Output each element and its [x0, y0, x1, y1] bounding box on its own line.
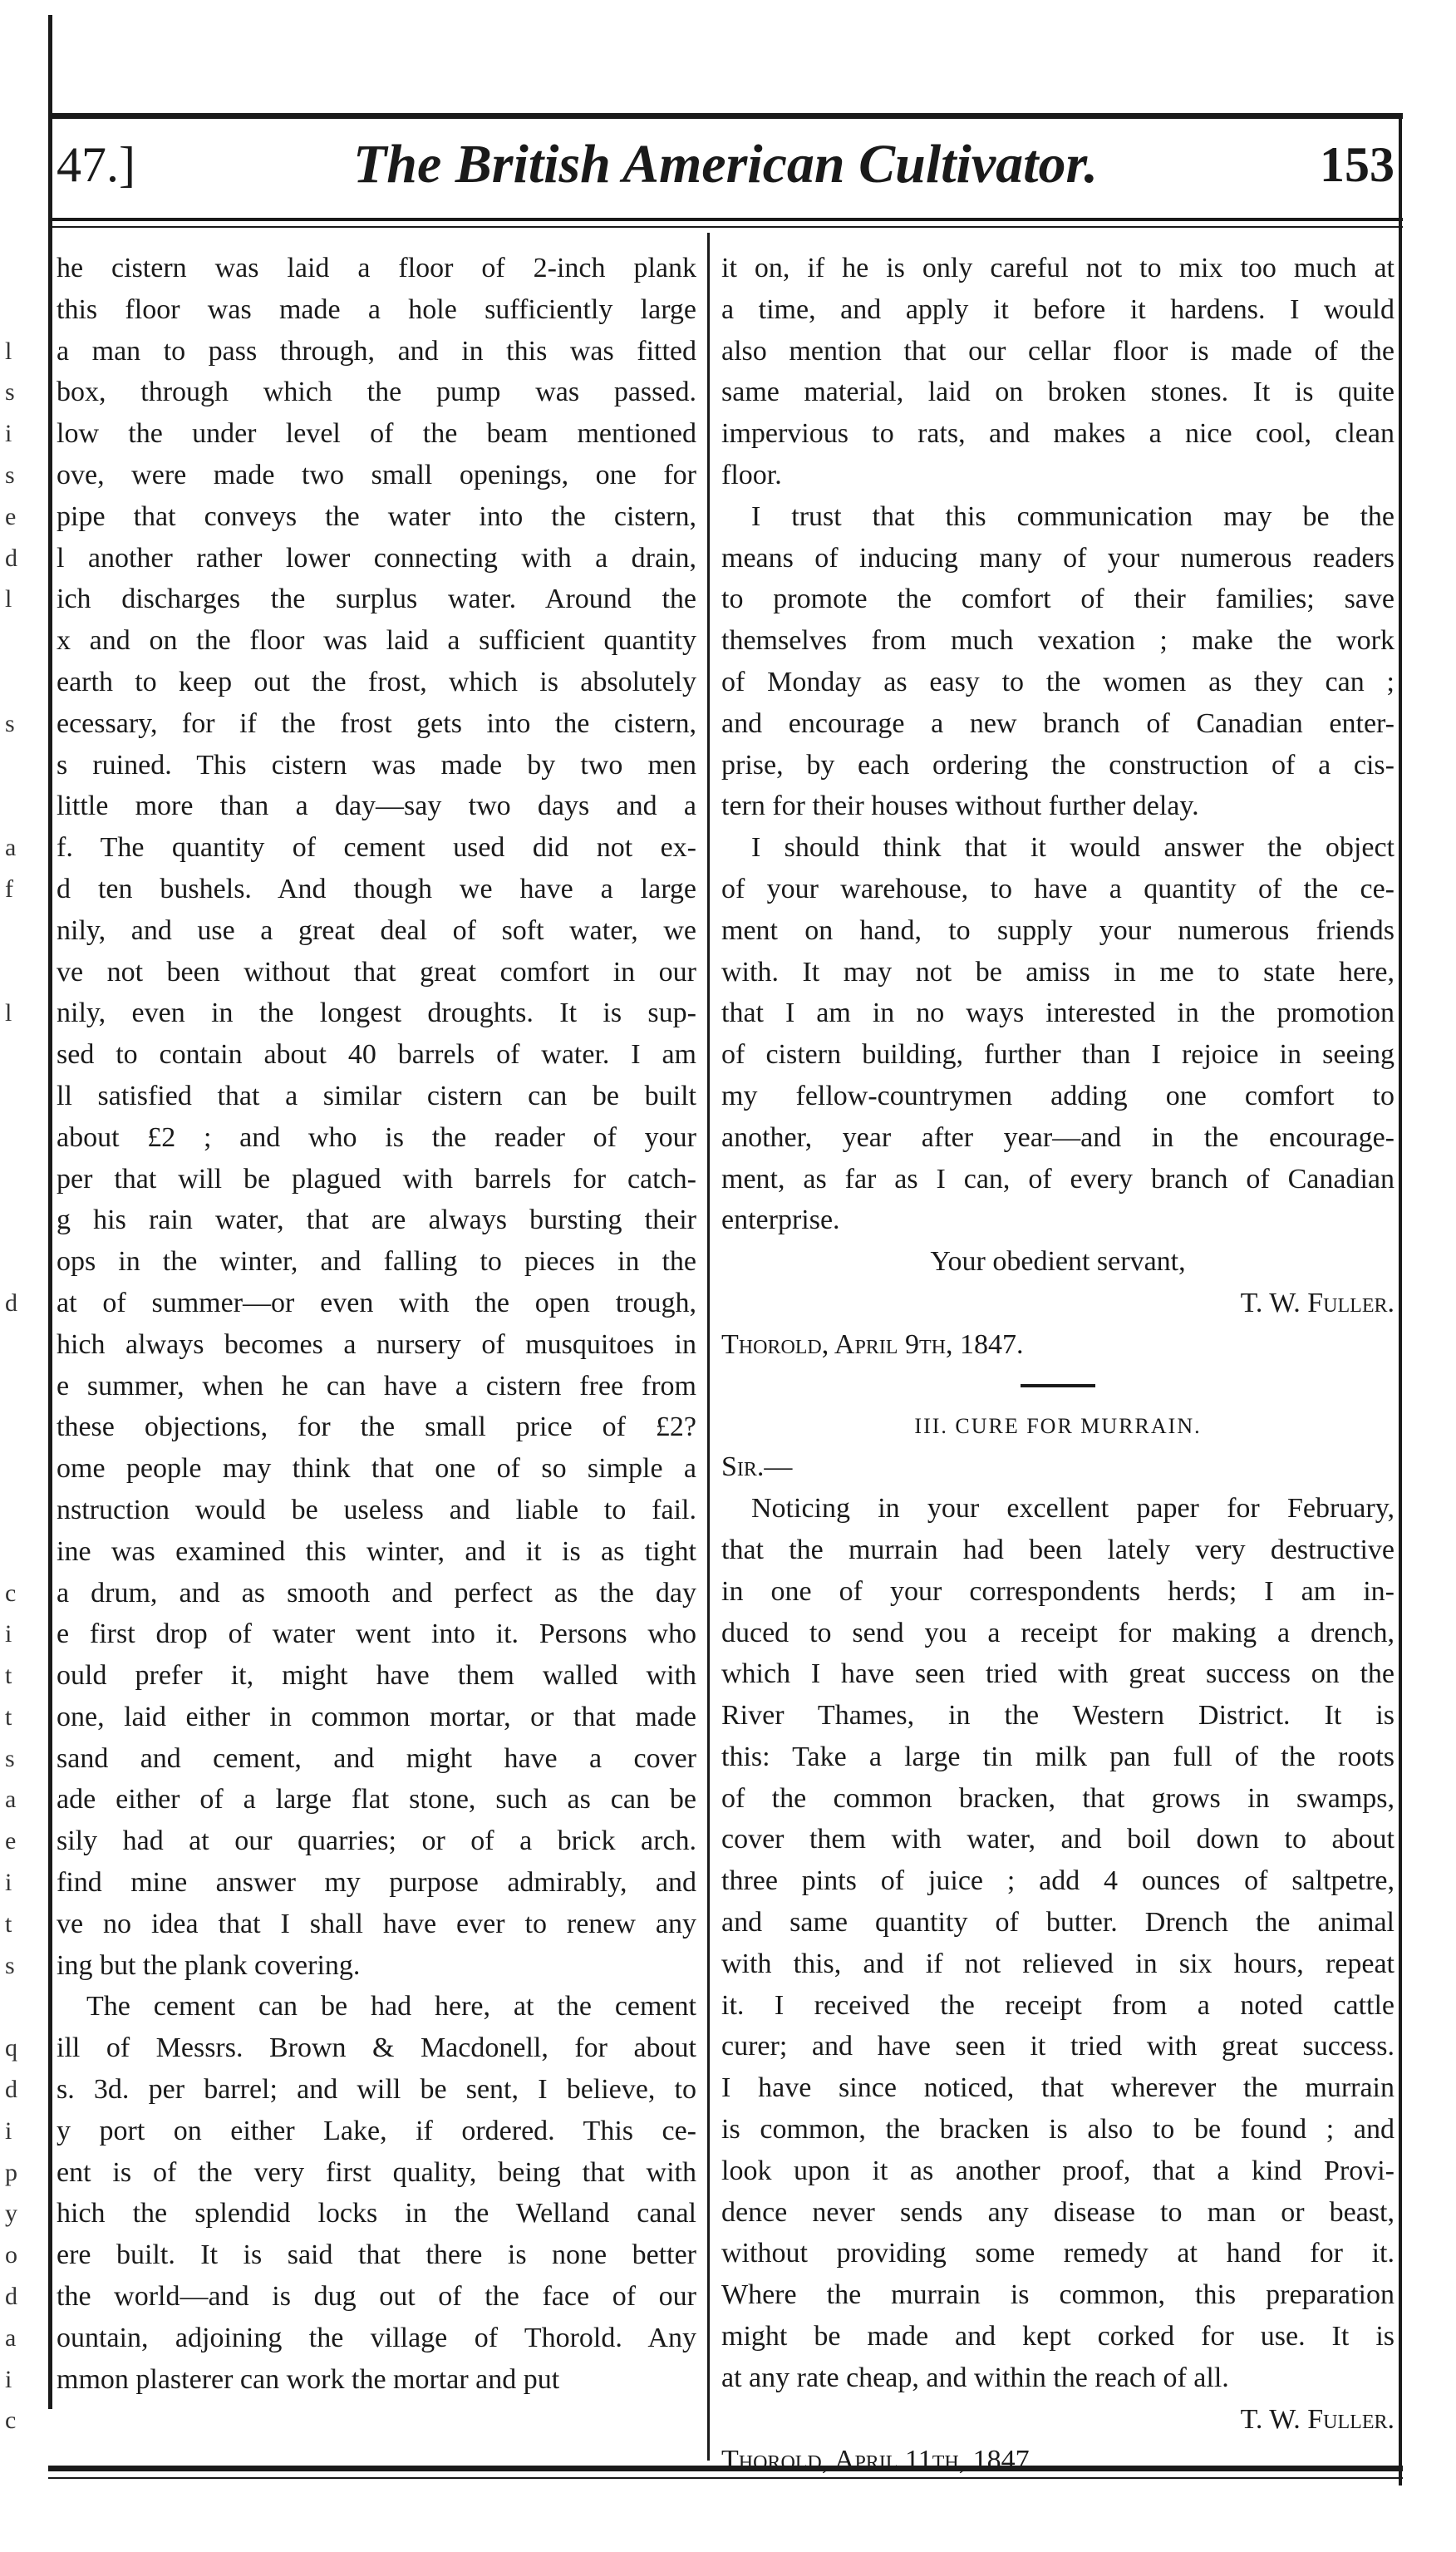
- margin-fragment: [5, 1366, 38, 1407]
- text-line: my fellow-countrymen adding one comfort to: [721, 1080, 1395, 1111]
- text-line: of the common bracken, that grows in swamps,: [721, 1782, 1395, 1814]
- text-line: ome people may think that one of so simple a: [57, 1453, 696, 1485]
- text-line: nily, even in the longest droughts. It is sup-: [57, 998, 696, 1029]
- margin-fragment: e: [5, 1827, 17, 1855]
- margin-fragment: [5, 248, 38, 289]
- text-line: d ten bushels. And though we have a large: [57, 873, 696, 904]
- left-column: [57, 248, 696, 2400]
- column-divider-rule: [707, 233, 710, 2461]
- text-line: of cistern building, further than I rejoice in seeing: [721, 1039, 1395, 1071]
- text-line: of your warehouse, to have a quantity of the ce-: [721, 873, 1395, 904]
- text-line: f. The quantity of cement used did not ex-: [57, 832, 696, 864]
- margin-fragment: s: [5, 378, 15, 406]
- text-line: ich discharges the surplus water. Around the: [57, 584, 696, 615]
- margin-fragments: [5, 248, 38, 2441]
- text-line: I have since noticed, that wherever the murrain: [721, 2072, 1395, 2104]
- signoff-place-date: Thorold, April 9th, 1847.: [721, 1328, 1024, 1360]
- text-line: the world—and is dug out of the face of our: [57, 2281, 696, 2313]
- text-line: I trust that this communication may be the: [751, 500, 1395, 532]
- text-line: sand and cement, and might have a cover: [57, 1742, 696, 1774]
- text-line: that the murrain had been lately very destructive: [721, 1534, 1395, 1565]
- text-line: per that will be plagued with barrels for catch-: [57, 1163, 696, 1195]
- margin-fragment: t: [5, 1662, 12, 1690]
- signoff-name: T. W. Fuller.: [1240, 1287, 1395, 1318]
- text-line: hich the splendid locks in the Welland canal: [57, 2198, 696, 2229]
- text-line: ountain, adjoining the village of Thorold. Any: [57, 2322, 696, 2353]
- text-line: ops in the winter, and falling to pieces in the: [57, 1246, 696, 1278]
- text-line: themselves from much vexation ; make the work: [721, 625, 1395, 657]
- header-bottom-rule-thin: [48, 226, 1403, 228]
- margin-fragment: i: [5, 1869, 12, 1897]
- signoff-closing: Your obedient servant,: [930, 1246, 1186, 1278]
- margin-fragment: [5, 662, 38, 703]
- text-line: prise, by each ordering the construction of a cis-: [721, 749, 1395, 781]
- margin-fragment: l: [5, 585, 12, 613]
- margin-fragment: s: [5, 709, 15, 737]
- text-line: hich always becomes a nursery of musquitoes in: [57, 1328, 696, 1360]
- page-number-right: 153: [1320, 137, 1395, 192]
- text-line: Where the murrain is common, this preparation: [721, 2279, 1395, 2311]
- section-title: III. CURE FOR MURRAIN.: [914, 1413, 1202, 1438]
- margin-fragment: d: [5, 2283, 17, 2311]
- letter-body-continued: [721, 248, 1395, 1241]
- text-line: ment on hand, to supply your numerous friends: [721, 914, 1395, 946]
- margin-fragment: [5, 1407, 38, 1448]
- text-line: I should think that it would answer the object: [751, 832, 1395, 864]
- text-line: a time, and apply it before it hardens. I would: [721, 293, 1395, 325]
- text-line: a man to pass through, and in this was fitted: [57, 335, 696, 367]
- text-line: about £2 ; and who is the reader of your: [57, 1121, 696, 1153]
- text-line: sed to contain about 40 barrels of water. I am: [57, 1039, 696, 1071]
- margin-fragment: t: [5, 1702, 12, 1731]
- text-line: ve not been without that great comfort in our: [57, 956, 696, 988]
- text-line: it on, if he is only careful not to mix too much at: [721, 253, 1395, 283]
- text-line: little more than a day—say two days and a: [57, 791, 696, 822]
- text-line: low the under level of the beam mentioned: [57, 418, 696, 450]
- margin-fragment: e: [5, 502, 17, 530]
- text-line: with. It may not be amiss in me to state here,: [721, 956, 1395, 988]
- text-line: ould prefer it, might have them walled with: [57, 1660, 696, 1692]
- margin-fragment: [5, 1076, 38, 1117]
- margin-fragment: [5, 1986, 38, 2027]
- text-line: these objections, for the small price of £2?: [57, 1411, 696, 1443]
- text-line: a drum, and as smooth and perfect as the day: [57, 1577, 696, 1609]
- text-line: same material, laid on broken stones. It is quite: [721, 377, 1395, 408]
- margin-fragment: a: [5, 834, 17, 862]
- text-line: ment, as far as I can, of every branch of Canadian: [721, 1163, 1395, 1195]
- text-line: one, laid either in common mortar, or that made: [57, 1701, 696, 1732]
- text-line: x and on the floor was laid a sufficient quantity: [57, 625, 696, 657]
- text-line: y port on either Lake, if ordered. This ce-: [57, 2115, 696, 2146]
- text-line: without providing some remedy at hand for it.: [721, 2238, 1395, 2269]
- running-header: [57, 125, 1395, 216]
- margin-fragment: q: [5, 2034, 17, 2062]
- margin-fragment: c: [5, 2407, 17, 2435]
- margin-fragment: [5, 1531, 38, 1573]
- text-line: ill of Messrs. Brown & Macdonell, for about: [57, 2032, 696, 2064]
- text-line: impervious to rats, and makes a nice cool, clean: [721, 418, 1395, 450]
- right-column: [721, 248, 1395, 2481]
- text-line: cover them with water, and boil down to about: [721, 1824, 1395, 1855]
- section-divider: [1021, 1384, 1095, 1387]
- text-line: at of summer—or even with the open trough,: [57, 1287, 696, 1318]
- text-line: earth to keep out the frost, which is absolutely: [57, 666, 696, 697]
- margin-fragment: p: [5, 2158, 17, 2186]
- text-line: e first drop of water went into it. Persons who: [57, 1618, 696, 1650]
- margin-fragment: [5, 1200, 38, 1241]
- margin-fragment: l: [5, 999, 12, 1027]
- text-line: box, through which the pump was passed.: [57, 377, 696, 408]
- margin-fragment: o: [5, 2241, 17, 2269]
- page-title: The British American Cultivator.: [352, 134, 1099, 195]
- text-line: Noticing in your excellent paper for February,: [751, 1493, 1395, 1525]
- margin-fragment: i: [5, 420, 12, 448]
- text-line: and same quantity of butter. Drench the animal: [721, 1907, 1395, 1939]
- text-line: nily, and use a great deal of soft water, we: [57, 914, 696, 946]
- text-line: g his rain water, that are always bursting their: [57, 1205, 696, 1236]
- murrain-letter-body: [721, 1488, 1395, 2399]
- margin-fragment: s: [5, 461, 15, 489]
- text-line: three pints of juice ; add 4 ounces of saltpetre,: [721, 1865, 1395, 1897]
- text-line: duced to send you a receipt for making a drench,: [721, 1617, 1395, 1648]
- text-line: this floor was made a hole sufficiently large: [57, 293, 696, 325]
- text-line: might be made and kept corked for use. It is: [721, 2321, 1395, 2352]
- margin-fragment: l: [5, 337, 12, 365]
- margin-fragment: s: [5, 1744, 15, 1772]
- margin-fragment: t: [5, 1909, 12, 1938]
- page-number-left: 47.]: [57, 137, 135, 192]
- margin-fragment: a: [5, 2323, 17, 2352]
- text-line: and encourage a new branch of Canadian enter-: [721, 707, 1395, 739]
- margin-fragment: [5, 1159, 38, 1200]
- margin-fragment: [5, 910, 38, 952]
- text-line: enterprise.: [721, 1205, 840, 1236]
- text-line: River Thames, in the Western District. It is: [721, 1700, 1395, 1732]
- margin-fragment: d: [5, 544, 17, 572]
- text-line: find mine answer my purpose admirably, and: [57, 1867, 696, 1899]
- text-line: which I have seen tried with great success on the: [721, 1658, 1395, 1690]
- header-bottom-rule: [48, 218, 1403, 221]
- margin-fragment: [5, 1117, 38, 1159]
- text-line: mmon plasterer can work the mortar and put: [57, 2363, 560, 2395]
- margin-fragment: [5, 1448, 38, 1490]
- header-top-rule: [48, 113, 1403, 119]
- text-line: s. 3d. per barrel; and will be sent, I believe, to: [57, 2074, 696, 2106]
- margin-fragment: d: [5, 2076, 17, 2104]
- text-line: is common, the bracken is also to be found ; and: [721, 2114, 1395, 2146]
- text-line: ove, were made two small openings, one for: [57, 459, 696, 490]
- text-line: ecessary, for if the frost gets into the cistern,: [57, 707, 696, 739]
- text-line: pipe that conveys the water into the cistern,: [57, 500, 696, 532]
- margin-fragment: [5, 1324, 38, 1366]
- text-line: nstruction would be useless and liable to fail.: [57, 1494, 696, 1525]
- margin-fragment: i: [5, 2116, 12, 2145]
- text-line: of Monday as easy to the women as they can ;: [721, 666, 1395, 697]
- text-line: ere built. It is said that there is none better: [57, 2239, 696, 2271]
- margin-fragment: [5, 1034, 38, 1076]
- margin-fragment: s: [5, 1951, 15, 1979]
- text-line: another, year after year—and in the encourage-: [721, 1121, 1395, 1153]
- margin-fragment: f: [5, 874, 13, 903]
- left-margin-rule: [48, 15, 52, 2409]
- text-line: it. I received the receipt from a noted cattle: [721, 1989, 1395, 2021]
- margin-fragment: [5, 1241, 38, 1283]
- margin-fragment: c: [5, 1579, 17, 1607]
- margin-fragment: d: [5, 1288, 17, 1317]
- margin-fragment: i: [5, 2365, 12, 2393]
- text-line: to promote the comfort of their families; save: [721, 584, 1395, 615]
- margin-fragment: [5, 289, 38, 331]
- text-line: he cistern was laid a floor of 2-inch plank: [57, 253, 696, 283]
- text-line: look upon it as another proof, that a kind Provi-: [721, 2155, 1395, 2186]
- text-line: ve no idea that I shall have ever to renew any: [57, 1908, 696, 1939]
- text-line: means of inducing many of your numerous readers: [721, 542, 1395, 574]
- text-line: e summer, when he can have a cistern free from: [57, 1370, 696, 1402]
- text-line: ll satisfied that a similar cistern can be built: [57, 1080, 696, 1111]
- text-line: tern for their houses without further delay.: [721, 791, 1199, 822]
- text-line: l another rather lower connecting with a drain,: [57, 542, 696, 574]
- text-line: that I am in no ways interested in the promotion: [721, 998, 1395, 1029]
- signoff2-name: T. W. Fuller.: [1240, 2403, 1395, 2435]
- margin-fragment: [5, 745, 38, 786]
- text-line: dence never sends any disease to man or beast,: [721, 2196, 1395, 2228]
- text-line: curer; and have seen it tried with great success.: [721, 2031, 1395, 2062]
- text-line: s ruined. This cistern was made by two men: [57, 749, 696, 781]
- margin-fragment: y: [5, 2200, 17, 2228]
- margin-fragment: a: [5, 1786, 17, 1814]
- margin-fragment: [5, 786, 38, 827]
- text-line: also mention that our cellar floor is made of the: [721, 335, 1395, 367]
- text-line: ent is of the very first quality, being that with: [57, 2156, 696, 2188]
- margin-fragment: [5, 620, 38, 662]
- text-line: sily had at our quarries; or of a brick arch.: [57, 1825, 696, 1857]
- text-line: ing but the plank covering.: [57, 1949, 361, 1981]
- text-line: at any rate cheap, and within the reach of all.: [721, 2362, 1229, 2393]
- salutation: Sir.—: [721, 1451, 793, 1483]
- margin-fragment: i: [5, 1620, 12, 1648]
- signoff2-place-date: Thorold, April 11th, 1847.: [721, 2445, 1037, 2476]
- text-line: ine was examined this winter, and it is as tight: [57, 1535, 696, 1567]
- text-line: floor.: [721, 459, 782, 490]
- text-line: The cement can be had here, at the cement: [86, 1991, 696, 2022]
- margin-fragment: [5, 1490, 38, 1531]
- text-line: this: Take a large tin milk pan full of the roots: [721, 1741, 1395, 1772]
- text-line: ade either of a large flat stone, such as can be: [57, 1784, 696, 1815]
- right-frame-rule: [1399, 113, 1402, 2485]
- margin-fragment: [5, 952, 38, 993]
- text-line: with this, and if not relieved in six hours, repeat: [721, 1948, 1395, 1979]
- text-line: in one of your correspondents herds; I am in-: [721, 1575, 1395, 1607]
